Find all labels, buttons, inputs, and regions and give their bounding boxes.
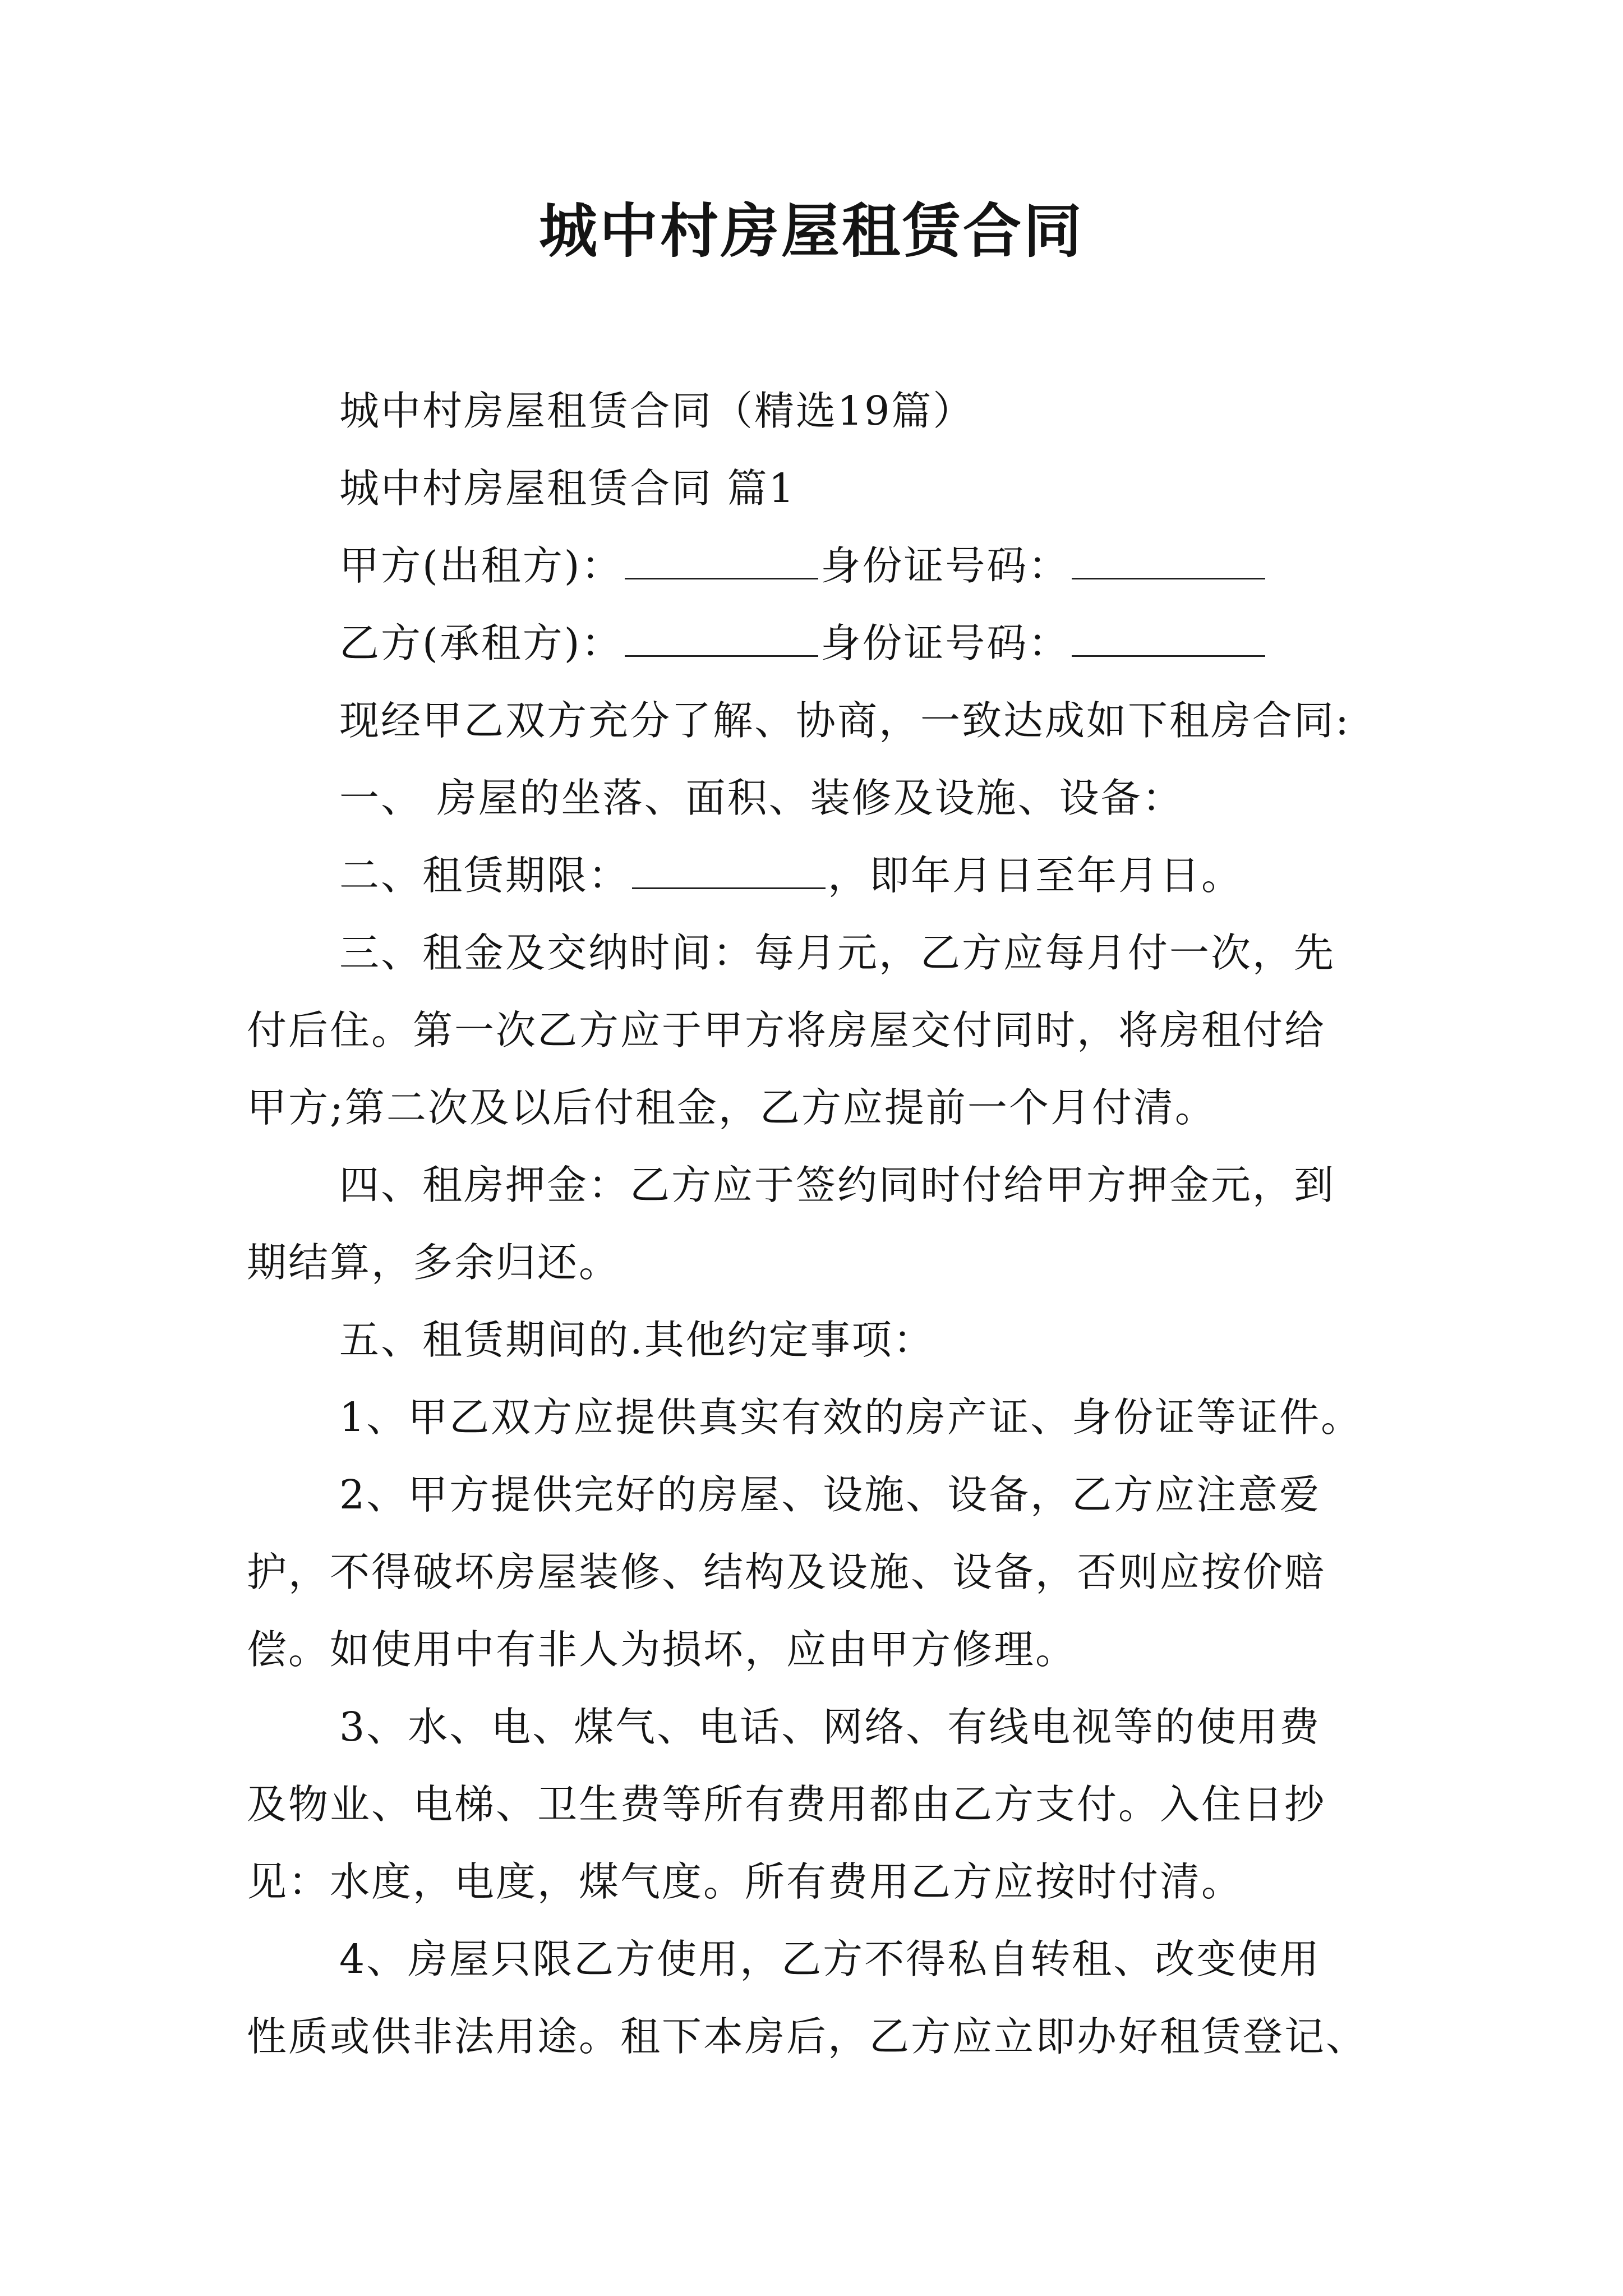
clause-5: 五、租赁期间的.其他约定事项： — [339, 1317, 935, 1363]
intro-paragraph: 现经甲乙双方充分了解、协商，一致达成如下租房合同: — [339, 697, 1350, 744]
party-b-id-blank — [1072, 619, 1265, 657]
party-a-id-blank — [1072, 542, 1265, 579]
document-title: 城中村房屋租赁合同 — [538, 196, 1084, 265]
item-4-line-1: 4、房屋只限乙方使用，乙方不得私自转租、改变使用 — [339, 1936, 1321, 1982]
item-1: 1、甲乙双方应提供真实有效的房产证、身份证等证件。 — [339, 1394, 1363, 1441]
clause-3-line-3: 甲方;第二次及以后付租金，乙方应提前一个月付清。 — [247, 1084, 1216, 1131]
clause-4-line-2: 期结算，多余归还。 — [247, 1239, 621, 1286]
clause-2-label: 二、租赁期限： — [339, 852, 630, 899]
clause-4-line-1: 四、租房押金：乙方应于签约同时付给甲方押金元，到 — [339, 1162, 1336, 1208]
clause-2-suffix: ，即年月日至年月日。 — [828, 852, 1243, 899]
item-3-line-1: 3、水、电、煤气、电话、网络、有线电视等的使用费 — [339, 1704, 1321, 1750]
party-a-line — [339, 542, 1483, 590]
item-4-line-2: 性质或供非法用途。租下本房后，乙方应立即办好租赁登记、 — [247, 2013, 1368, 2060]
item-2-line-2: 护，不得破坏房屋装修、结构及设施、设备，否则应按价赔 — [247, 1549, 1326, 1595]
clause-3-line-1: 三、租金及交纳时间：每月元，乙方应每月付一次，先 — [339, 930, 1336, 976]
party-b-line — [339, 619, 1483, 667]
party-b-id-label: 身份证号码： — [820, 620, 1070, 666]
clause-2 — [339, 852, 1483, 899]
party-a-id-label: 身份证号码： — [820, 542, 1070, 589]
item-2-line-1: 2、甲方提供完好的房屋、设施、设备，乙方应注意爱 — [339, 1471, 1321, 1518]
item-2-line-3: 偿。如使用中有非人为损坏，应由甲方修理。 — [247, 1626, 1077, 1673]
item-3-line-3: 见：水度，电度，煤气度。所有费用乙方应按时付清。 — [247, 1858, 1243, 1905]
party-b-label: 乙方(承租方)： — [339, 620, 623, 666]
document-subtitle: 城中村房屋租赁合同（精选19篇） — [339, 388, 975, 434]
party-a-name-blank — [625, 542, 818, 579]
lease-term-blank — [632, 852, 826, 889]
party-a-label: 甲方(出租方)： — [339, 542, 623, 589]
section-heading: 城中村房屋租赁合同 篇1 — [339, 465, 796, 512]
clause-1: 一、 房屋的坐落、面积、装修及设施、设备： — [339, 775, 1184, 821]
item-3-line-2: 及物业、电梯、卫生费等所有费用都由乙方支付。入住日抄 — [247, 1781, 1326, 1828]
clause-3-line-2: 付后住。第一次乙方应于甲方将房屋交付同时，将房租付给 — [247, 1007, 1326, 1053]
party-b-name-blank — [625, 619, 818, 657]
